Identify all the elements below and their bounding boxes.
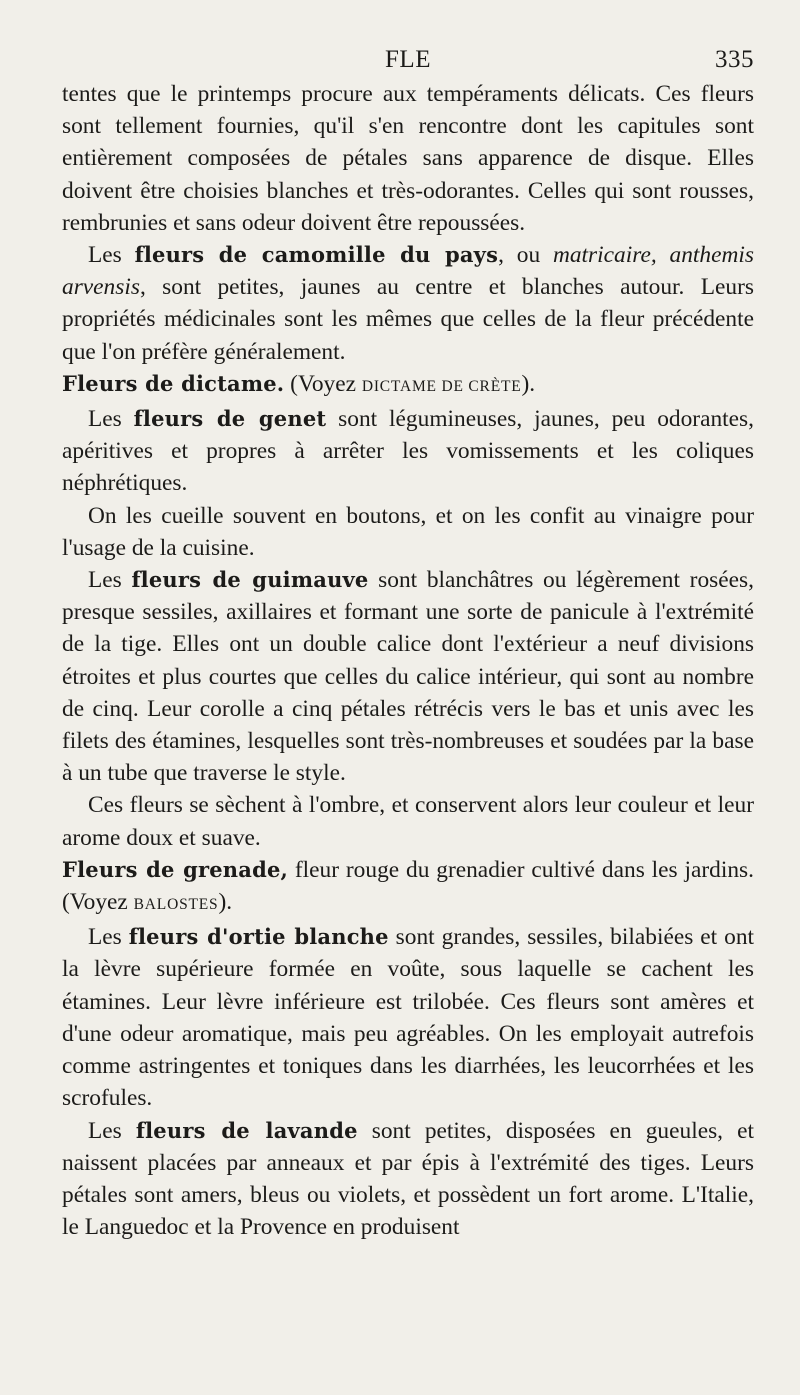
headword: Fleurs de grenade,: [62, 856, 289, 882]
paragraph-guimauve-drying: [62, 789, 754, 853]
headword: fleurs de lavande: [135, 1117, 358, 1143]
entry-camomille: [62, 239, 754, 368]
running-header: [62, 40, 754, 80]
headword: fleurs de guimauve: [131, 567, 369, 593]
entry-guimauve: [62, 564, 754, 789]
text-run: sont grandes, sessiles, bilabiées et ont la lèvre supérieure formée en voûte, sous laquelle se cachent les étamines. Leur lèvre inférieure est trilobée. Ces fleurs sont amères et d'une odeur aromatique, mais peu agréables. On les employait autrefois comme astringentes et toniques dans les diarrhées, les leucorrhées et les scrofules.: [62, 924, 755, 1112]
latin-name: matricaire, anthemis arvensis: [62, 242, 754, 301]
cross-reference: BALOSTES: [133, 896, 219, 914]
page-body: [62, 78, 754, 1243]
paragraph-genet-usage: [62, 500, 754, 564]
text-run: Les: [88, 242, 135, 269]
text-run: ).: [521, 370, 536, 397]
page-number: 335: [715, 46, 754, 73]
entry-genet: [62, 403, 754, 500]
text-run: Les: [88, 406, 134, 433]
text-run: (Voyez: [284, 370, 362, 397]
paragraph-text: On les cueille souvent en boutons, et on les confit au vinaigre pour l'usage de la cuisine.: [62, 502, 754, 561]
text-run: sont légumineuses, jaunes, peu odorantes, apéritives et propres à arrêter les vomissements et les coliques néphrétiques.: [62, 406, 755, 497]
text-run: , ou: [498, 242, 553, 269]
running-title: FLE: [385, 46, 431, 73]
entry-grenade: [62, 854, 754, 921]
text-run: sont blanchâtres ou légèrement rosées, presque sessiles, axillaires et formant une sorte de panicule à l'extrémité de la tige. Elles ont un double calice dont l'extérieur a neuf divisions étroites et plus courtes que celles du calice intérieur, qui sont au nombre de cinq. Leur corolle a cinq pétales rétrécis vers le bas et unis avec les filets des étamines, lesquelles sont très-nombreuses et soudées par la base à un tube que traverse le style.: [62, 567, 754, 787]
cross-reference: DICTAME DE CRÈTE: [361, 377, 522, 395]
text-run: sont petites, disposées en gueules, et naissent placées par anneaux et par épis à l'extrémité des tiges. Leurs pétales sont amers, bleus ou violets, et possèdent un fort arome. L'Italie, le Languedoc et la Provence en produisent: [62, 1117, 754, 1241]
text-run: Les: [88, 567, 132, 594]
entry-lavande: [62, 1115, 754, 1244]
text-run: fleur rouge du grenadier cultivé dans les jardins. (Voyez: [62, 856, 754, 916]
text-run: ).: [218, 889, 233, 916]
headword: fleurs de camomille du pays: [134, 242, 499, 268]
headword: fleurs de genet: [133, 406, 327, 432]
text-run: Les: [88, 1117, 136, 1144]
entry-ortie-blanche: [62, 921, 754, 1114]
paragraph-continuation: [62, 78, 754, 239]
headword: fleurs d'ortie blanche: [128, 924, 389, 950]
paragraph-text: tentes que le printemps procure aux tempéraments délicats. Ces fleurs sont tellement fournies, qu'il s'en rencontre dont les capitules sont entièrement composées de pétales sans apparence de disque. Elles doivent être choisies blanches et très-odorantes. Celles qui sont rousses, rembrunies et sans odeur doivent être repoussées.: [62, 81, 754, 236]
entry-dictame: [62, 368, 754, 403]
headword: Fleurs de dictame.: [62, 370, 285, 396]
text-run: , sont petites, jaunes au centre et blanches autour. Leurs propriétés médicinales sont les mêmes que celles de la fleur précédente que l'on préfère généralement.: [62, 274, 754, 365]
text-run: Les: [88, 924, 129, 951]
paragraph-text: Ces fleurs se sèchent à l'ombre, et conservent alors leur couleur et leur arome doux et suave.: [62, 792, 754, 851]
